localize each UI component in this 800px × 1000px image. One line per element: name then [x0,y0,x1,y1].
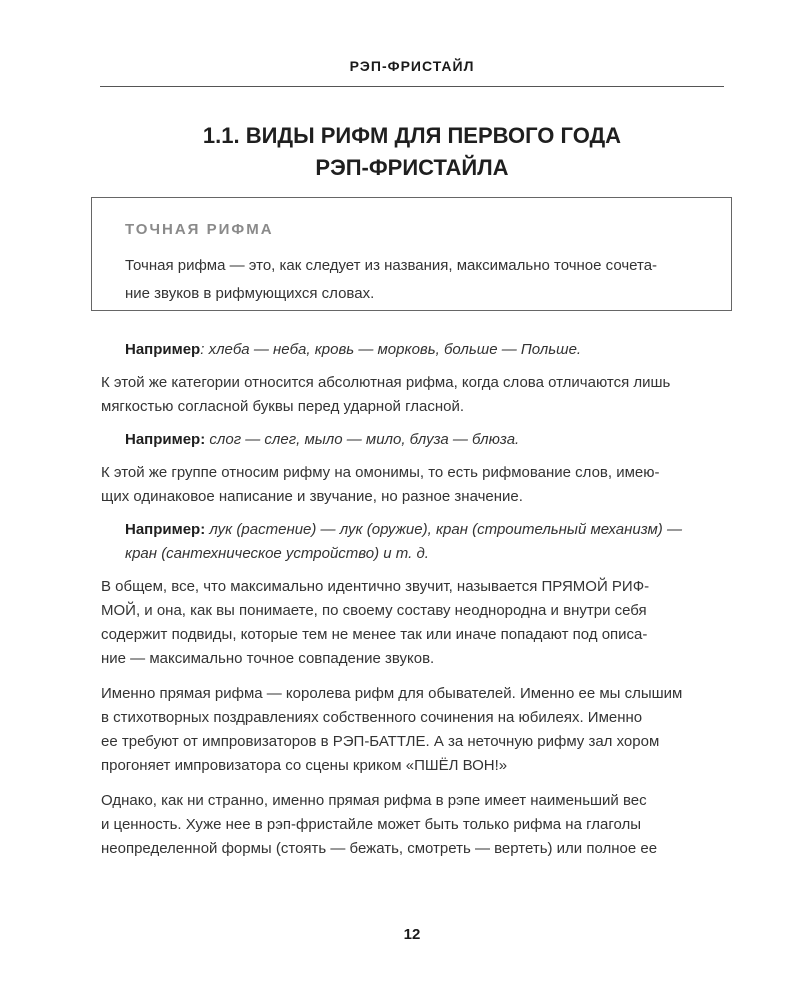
example-text: слог — слег, мыло — мило, блуза — блюза. [205,431,520,448]
paragraph-line: содержит подвиды, которые тем не менее так или иначе попадают под описа- [101,626,648,643]
paragraph-line: и ценность. Хуже нее в рэп-фристайле может быть только рифма на глаголы [101,816,642,833]
paragraph-line: ние — максимально точное совпадение звуков. [101,650,435,667]
definition-box [91,197,732,311]
paragraph-3 [101,575,731,671]
paragraph-line: В общем, все, что максимально идентично звучит, называется ПРЯМОЙ РИФ- [101,578,650,595]
chapter-title-line-2: РЭП-ФРИСТАЙЛА [315,155,509,180]
definition-text [125,252,715,308]
paragraph-line: прогоняет импровизатора со сцены криком «ПШЁЛ ВОН!» [101,757,508,774]
example-text: лук (растение) — лук (оружие), кран (строительный механизм) — [205,521,682,538]
paragraph-line: щих одинаковое написание и звучание, но разное значение. [101,488,523,505]
chapter-title [100,120,724,184]
example-label: Например: [125,521,206,538]
paragraph-line: неопределенной формы (стоять — бежать, смотреть — вертеть) или полное ее [101,840,658,857]
definition-line: Точная рифма — это, как следует из названия, максимально точное сочета- [125,257,658,274]
paragraph-line: в стихотворных поздравлениях собственного сочинения на юбилеях. Именно [101,709,643,726]
paragraph-2 [101,461,731,509]
example-label: Например: [125,431,206,448]
paragraph-line: МОЙ, и она, как вы понимаете, по своему составу неоднородна и внутри себя [101,602,647,619]
example-text: : хлеба — неба, кровь — морковь, больше — Польше. [200,341,582,358]
running-head: РЭП-ФРИСТАЙЛ [349,58,475,74]
example-text: кран (сантехническое устройство) и т. д. [125,545,429,562]
definition-heading: ТОЧНАЯ РИФМА [125,221,274,238]
example-2 [125,428,725,452]
example-label: Например [125,341,201,358]
paragraph-line: К этой же категории относится абсолютная рифма, когда слова отличаются лишь [101,374,671,391]
paragraph-line: Однако, как ни странно, именно прямая рифма в рэпе имеет наименьший вес [101,792,647,809]
chapter-title-line-1: 1.1. ВИДЫ РИФМ ДЛЯ ПЕРВОГО ГОДА [202,123,622,148]
paragraph-5 [101,789,731,861]
paragraph-line: мягкостью согласной буквы перед ударной гласной. [101,398,465,415]
example-3 [125,518,725,566]
definition-line: ние звуков в рифмующихся словах. [125,285,375,302]
paragraph-4 [101,682,731,778]
example-1 [125,338,725,362]
header-divider [100,86,724,87]
page-number: 12 [403,926,421,943]
paragraph-line: Именно прямая рифма — королева рифм для обывателей. Именно ее мы слышим [101,685,683,702]
paragraph-1 [101,371,731,419]
paragraph-line: К этой же группе относим рифму на омонимы, то есть рифмование слов, имею- [101,464,660,481]
paragraph-line: ее требуют от импровизаторов в РЭП-БАТТЛЕ. А за неточную рифму зал хором [101,733,660,750]
